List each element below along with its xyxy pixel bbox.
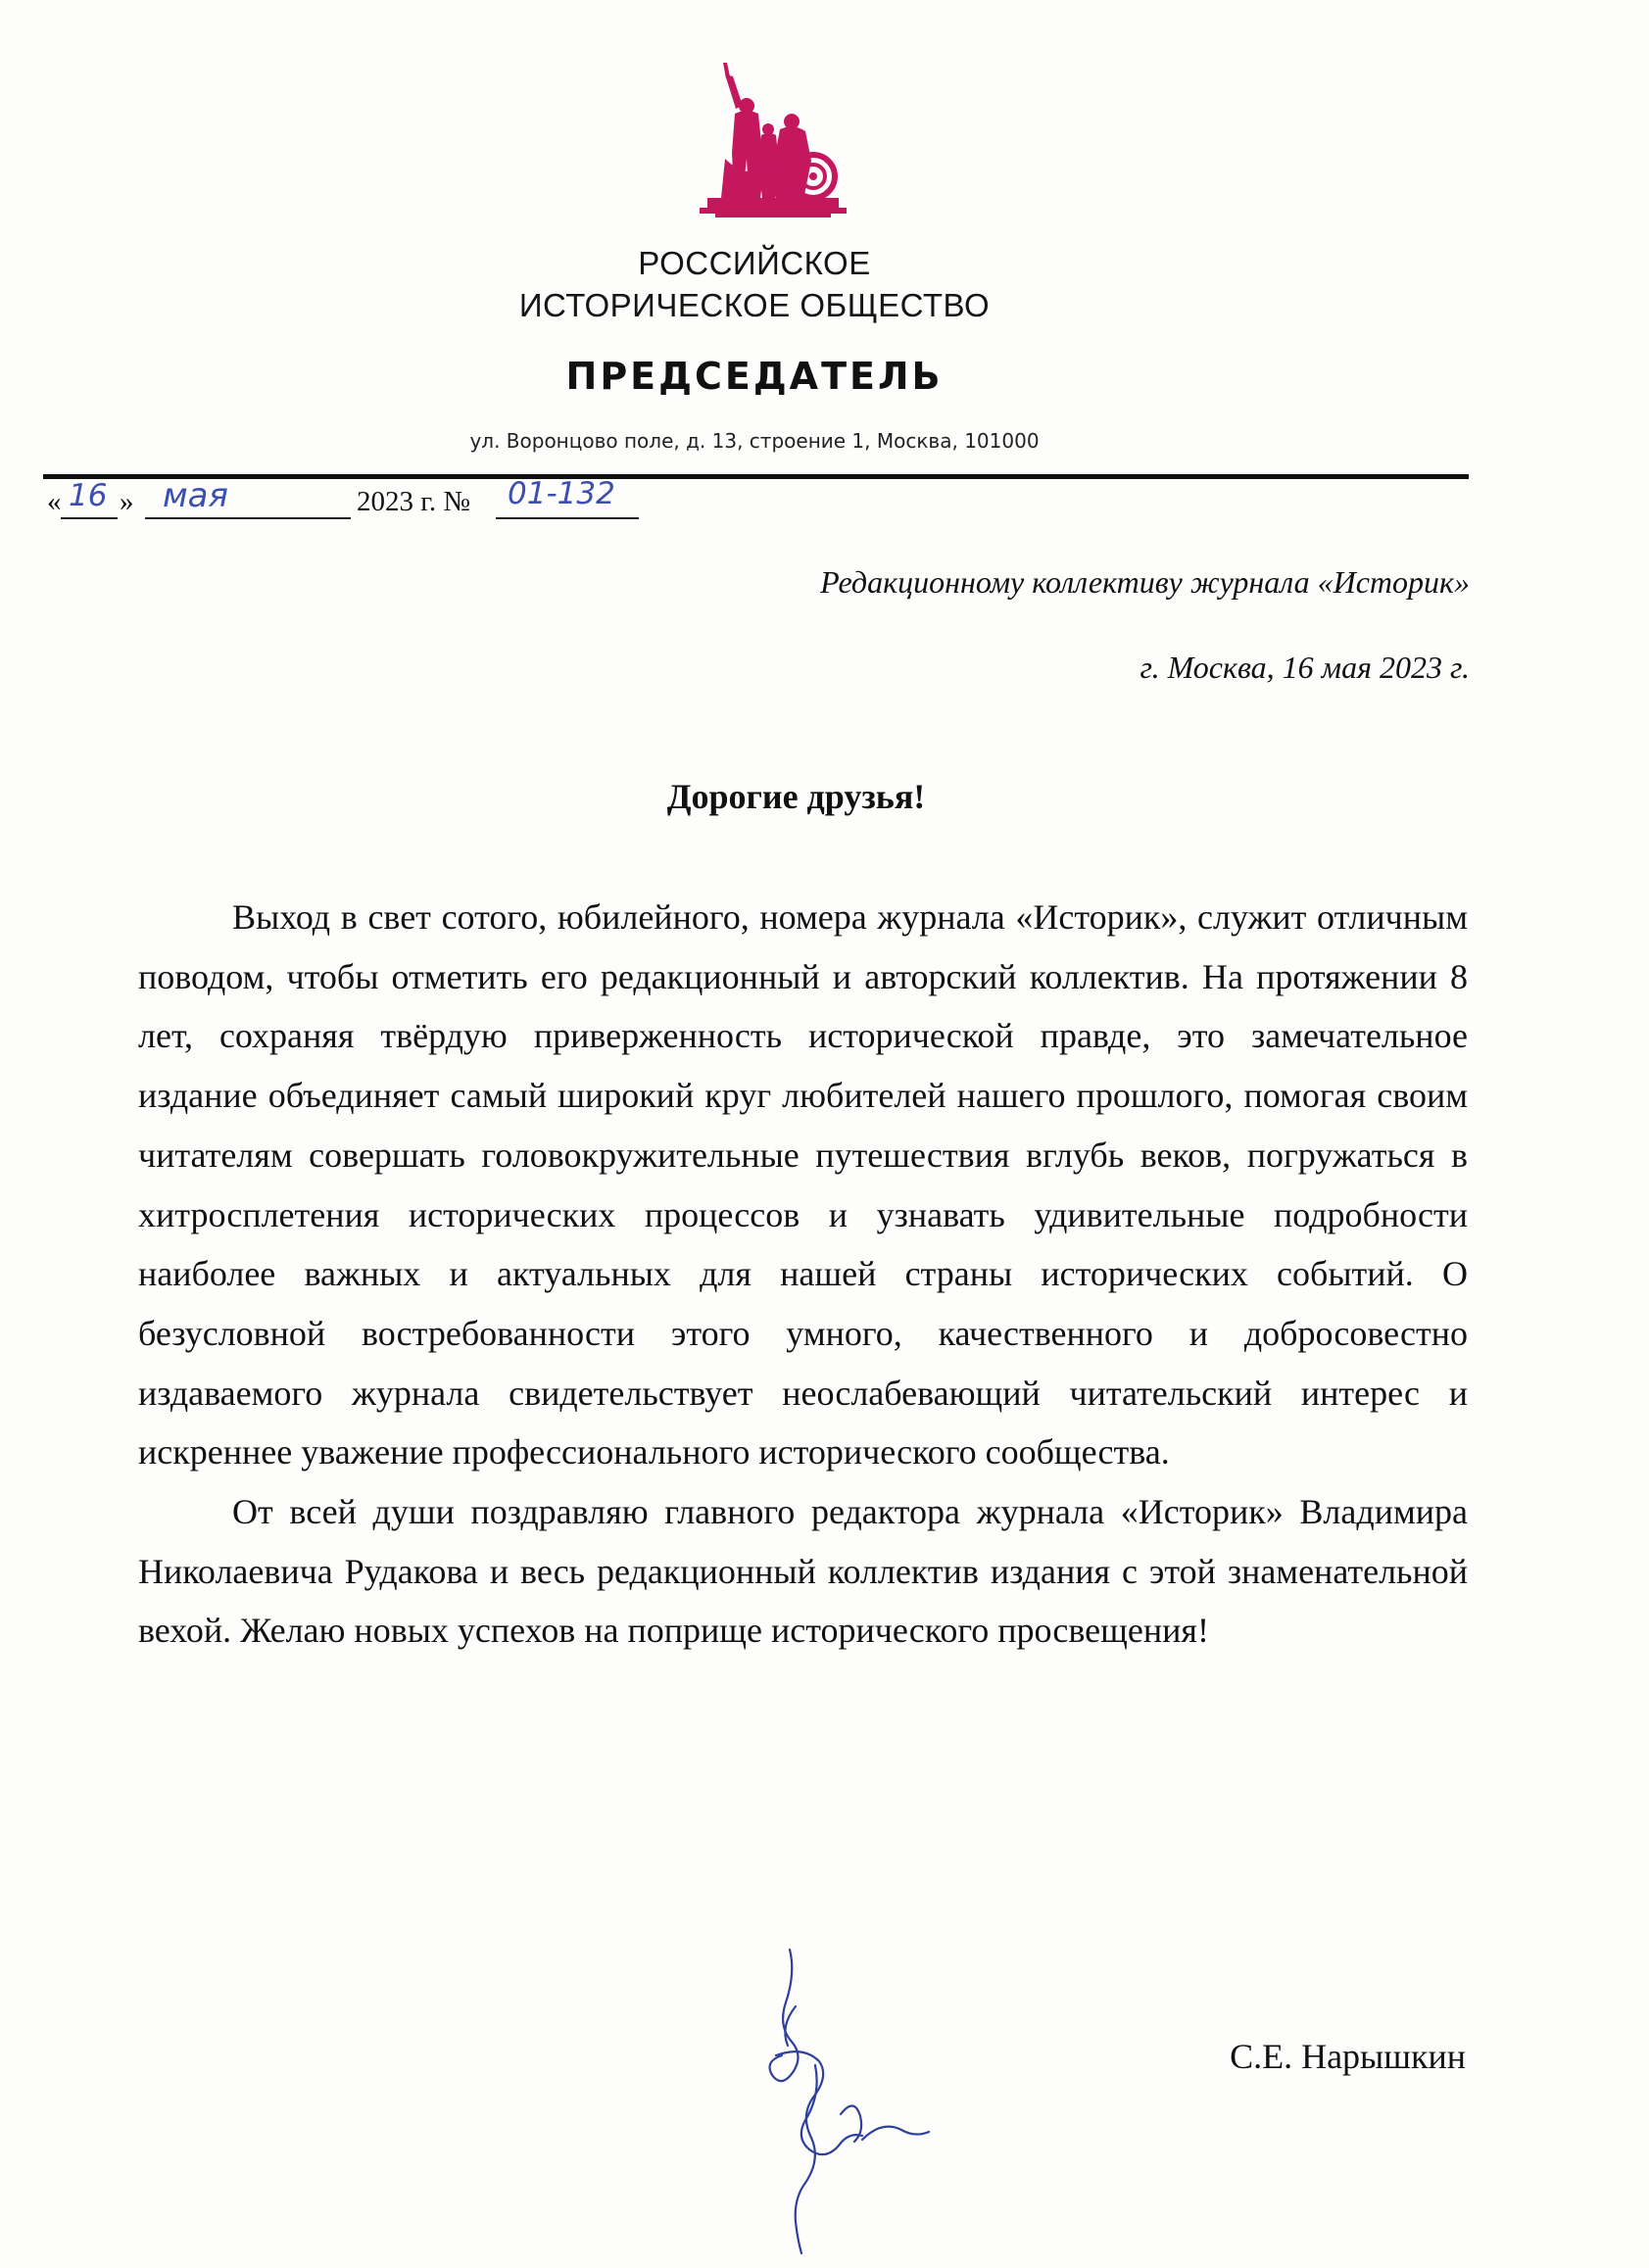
dateline-close-quote: » [120, 486, 134, 517]
body-paragraph-1: Выход в свет сотого, юбилейного, номера журнала «Историк», служит отличным поводом, чтобы отметить его редакционный и авторский коллектив. На протяжении 8 лет, сохраняя твёрдую приверженность исторической правде, это замечательное издание объединяет самый широкий круг любителей нашего прошлого, помогая своим читателям совершать головокружительные путешествия вглубь веков, погружаться в хитросплетения исторических процессов и узнавать удивительные подробности наиболее важных и актуальных для нашей страны исторических событий. О безусловной востребованности этого умного, качественного и добросовестно издаваемого журнала свидетельствует неослабевающий читательский интерес и искреннее уважение профессионального исторического сообщества. [138, 897, 1468, 1472]
handwritten-signature [747, 1948, 962, 2261]
monument-emblem-icon [666, 61, 862, 227]
dateline-month: мая [163, 476, 228, 515]
signer-name: С.Е. Нарышкин [1230, 2037, 1466, 2076]
letterhead-divider [43, 474, 1469, 479]
letterhead-address: ул. Воронцово поле, д. 13, строение 1, Москва, 101000 [469, 429, 1040, 453]
greeting: Дорогие друзья! [666, 777, 926, 816]
dateline-day: 16 [69, 478, 108, 513]
place-and-date: г. Москва, 16 мая 2023 г. [1140, 650, 1470, 685]
number-underline [496, 517, 639, 519]
month-underline [145, 517, 351, 519]
letterhead-title: ПРЕДСЕДАТЕЛЬ [565, 355, 944, 398]
registration-dateline [47, 476, 655, 529]
dateline-number: 01-132 [508, 476, 615, 511]
org-name-line1: РОССИЙСКОЕ [638, 245, 871, 281]
org-name-line2: ИСТОРИЧЕСКОЕ ОБЩЕСТВО [518, 287, 991, 323]
recipient: Редакционному коллективу журнала «Историк» [820, 564, 1470, 600]
letter-body [138, 888, 1468, 1661]
body-paragraph-2: От всей души поздравляю главного редактора журнала «Историк» Владимира Николаевича Рудакова и весь редакционный коллектив издания с этой знаменательной вехой. Желаю новых успехов на поприще исторического просвещения! [138, 1492, 1468, 1651]
dateline-year: 2023 г. № [357, 486, 471, 517]
day-underline [61, 517, 118, 519]
dateline-open-quote: « [47, 486, 62, 517]
